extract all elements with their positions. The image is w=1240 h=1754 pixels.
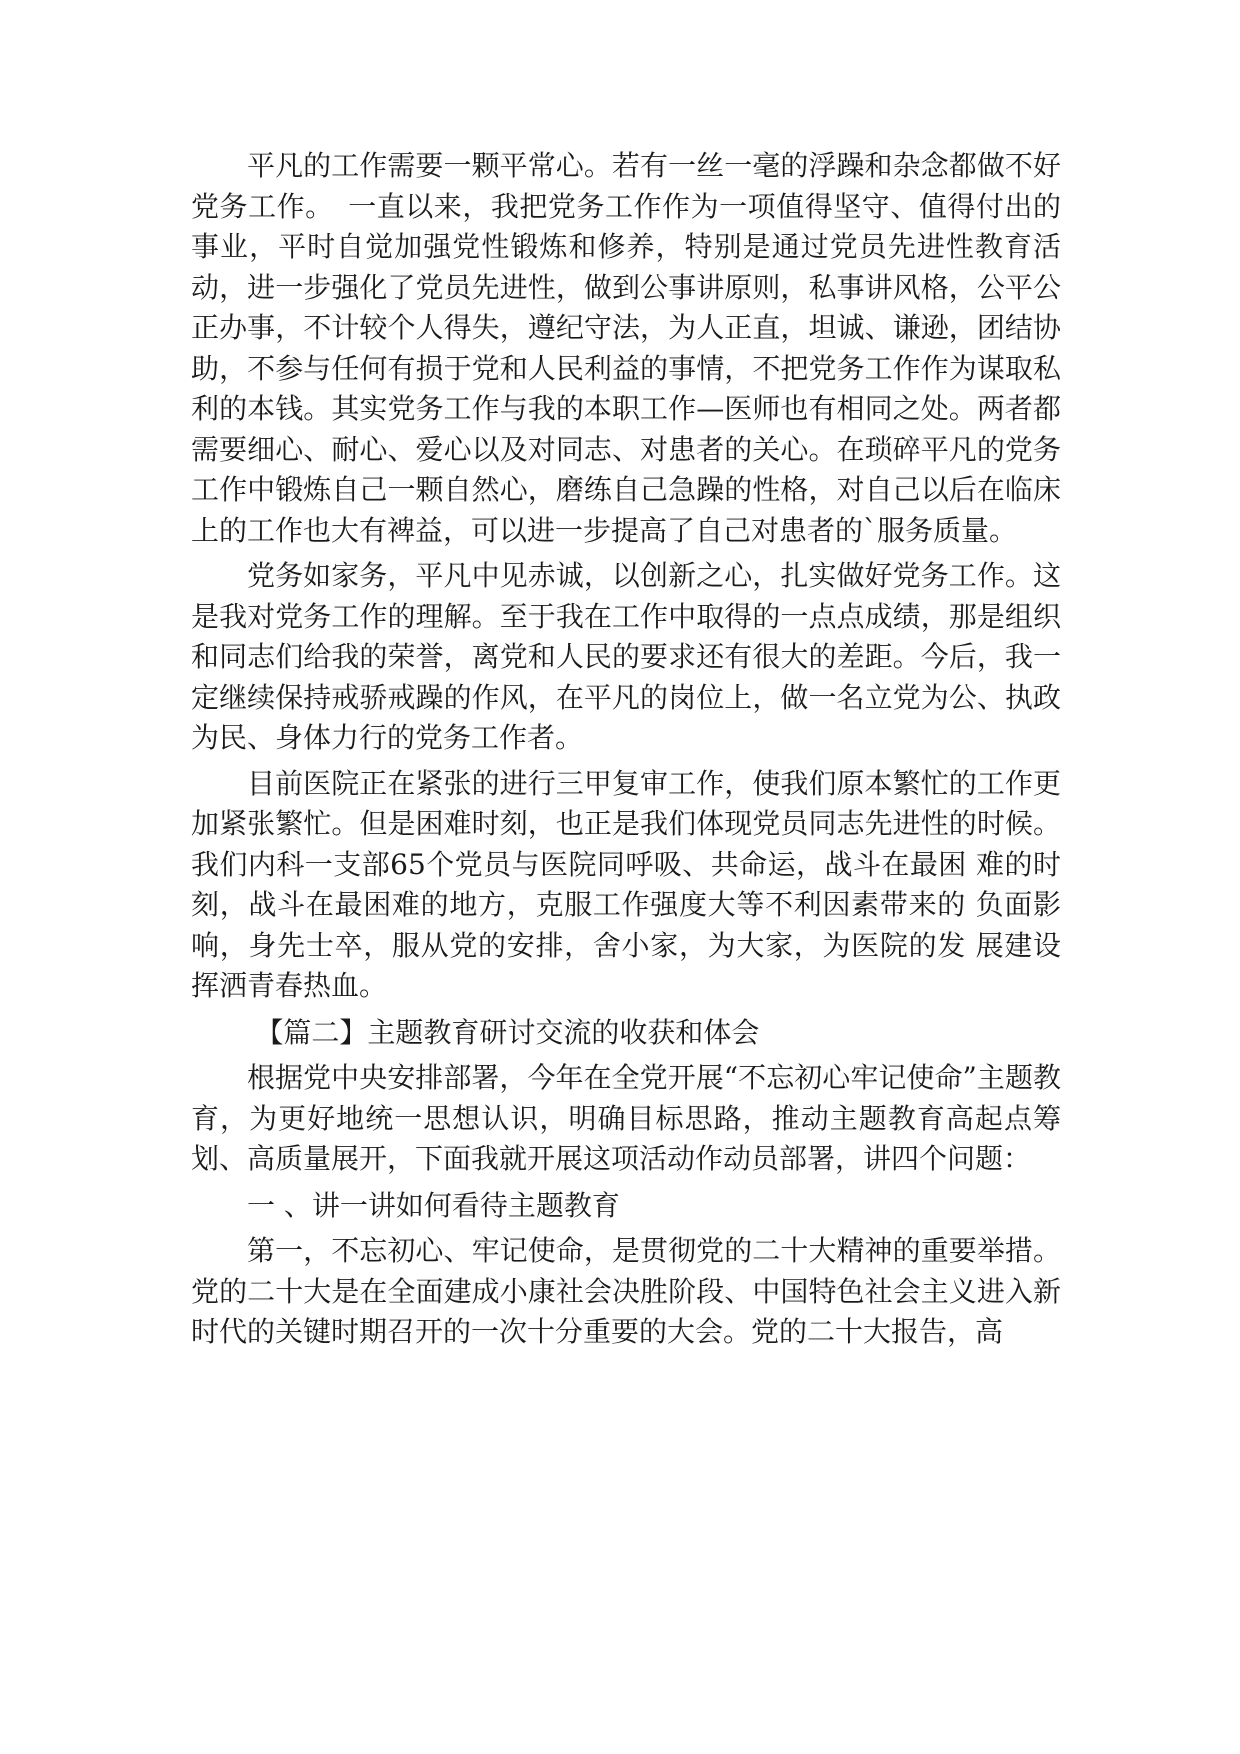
- subheading: 一 、讲一讲如何看待主题教育: [247, 1188, 620, 1222]
- section-title: 【篇二】主题教育研讨交流的收获和体会: [255, 1015, 760, 1049]
- paragraph-2: 党务如家务，平凡中见赤诚，以创新之心，扎实做好党务工作。这是我对党务工作的理解。至于我在工作中取得的一点点成绩，那是组织和同志们给我的荣誉，离党和人民的要求还有很大的差距。今后，我一定继续保持戒骄戒躁的作风，在平凡的岗位上，做一名立党为公、执政为民、身体力行的党务工作者。: [191, 559, 1061, 754]
- paragraph-1: 平凡的工作需要一颗平常心。若有一丝一毫的浮躁和杂念都做不好党务工作。 一直以来，我把党务工作作为一项值得坚守、值得付出的事业，平时自觉加强党性锻炼和修养，特别是通过党员先进性教育活动，进一步强化了党员先进性，做到公事讲原则，私事讲风格，公平公正办事，不计较个人得失，遵纪守法，为人正直，坦诚、谦逊，团结协助，不参与任何有损于党和人民利益的事情，不把党务工作作为谋取私利的本钱。其实党务工作与我的本职工作—医师也有相同之处。两者都需要细心、耐心、爱心以及对同志、对患者的关心。在琐碎平凡的党务工作中锻炼自己一颗自然心，磨练自己急躁的性格，对自己以后在临床上的工作也大有裨益，可以进一步提高了自己对患者的`服务质量。: [191, 149, 1061, 547]
- paragraph-3: 目前医院正在紧张的进行三甲复审工作，使我们原本繁忙的工作更加紧张繁忙。但是困难时刻，也正是我们体现党员同志先进性的时候。我们内科一支部65个党员与医院同呼吸、共命运，战斗在最困 难的时刻，战斗在最困难的地方，克服工作强度大等不利因素带来的 负面影响，身先士卒，服从党的安排，舍小家，为大家，为医院的发 展建设挥洒青春热血。: [191, 766, 1061, 1002]
- section-paragraph: 根据党中央安排部署，今年在全党开展“不忘初心牢记使命”主题教育，为更好地统一思想认识，明确目标思路，推动主题教育高起点筹划、高质量展开，下面我就开展这项活动作动员部署，讲四个问题：: [191, 1061, 1061, 1175]
- document-page: [191, 146, 1061, 1353]
- final-paragraph: 第一，不忘初心、牢记使命，是贯彻党的二十大精神的重要举措。党的二十大是在全面建成小康社会决胜阶段、中国特色社会主义进入新时代的关键时期召开的一次十分重要的大会。党的二十大报告，高: [191, 1234, 1061, 1348]
